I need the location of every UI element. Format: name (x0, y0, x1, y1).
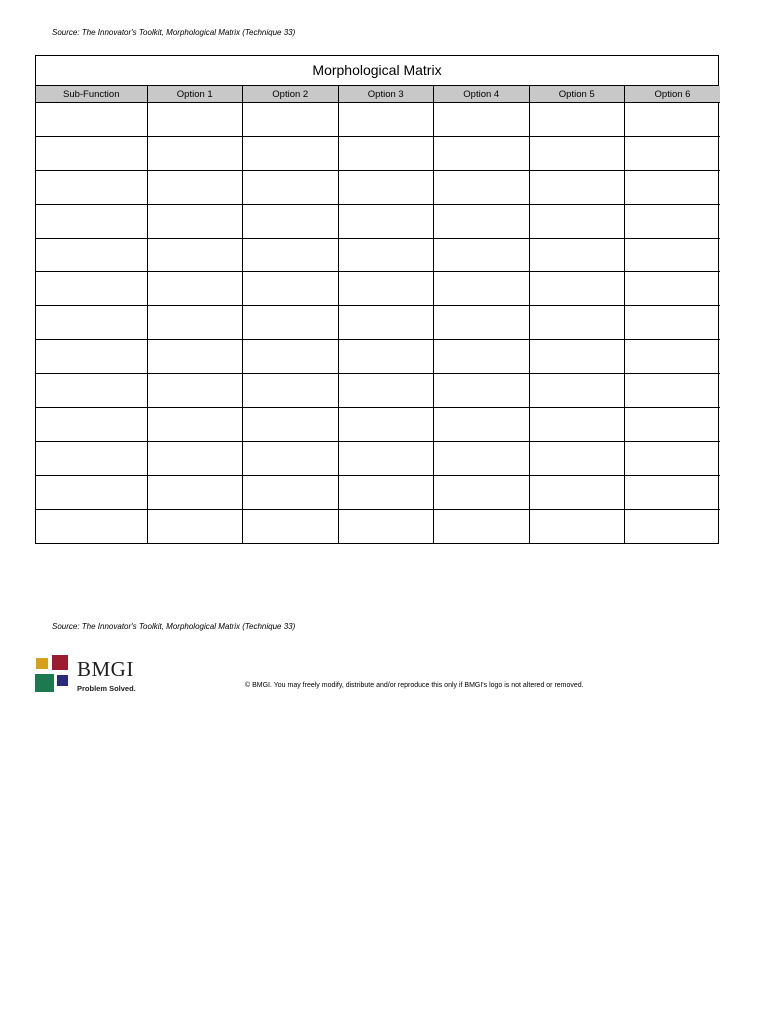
matrix-title: Morphological Matrix (36, 56, 718, 86)
option-cell (434, 306, 530, 340)
option-cell (147, 408, 243, 442)
option-cell (338, 272, 434, 306)
matrix-row (36, 103, 720, 137)
option-cell (243, 272, 339, 306)
option-cell (147, 374, 243, 408)
logo-brand-text: BMGI (77, 657, 134, 681)
column-header-option-3: Option 3 (338, 86, 434, 103)
sub-function-cell (36, 204, 147, 238)
sub-function-cell (36, 374, 147, 408)
option-cell (243, 170, 339, 204)
option-cell (625, 170, 721, 204)
matrix-row (36, 475, 720, 509)
column-header-sub-function: Sub-Function (36, 86, 147, 103)
sub-function-cell (36, 441, 147, 475)
option-cell (243, 374, 339, 408)
option-cell (243, 475, 339, 509)
option-cell (625, 272, 721, 306)
matrix-row (36, 340, 720, 374)
option-cell (147, 306, 243, 340)
sub-function-cell (36, 272, 147, 306)
option-cell (529, 475, 625, 509)
option-cell (625, 374, 721, 408)
matrix-row (36, 374, 720, 408)
sub-function-cell (36, 238, 147, 272)
logo-squares-icon (35, 655, 75, 695)
column-header-option-6: Option 6 (625, 86, 721, 103)
option-cell (147, 509, 243, 542)
option-cell (529, 408, 625, 442)
option-cell (338, 103, 434, 137)
option-cell (529, 306, 625, 340)
option-cell (147, 441, 243, 475)
option-cell (529, 441, 625, 475)
option-cell (243, 238, 339, 272)
option-cell (625, 103, 721, 137)
header-row (36, 86, 720, 103)
sub-function-cell (36, 475, 147, 509)
sub-function-cell (36, 170, 147, 204)
option-cell (625, 340, 721, 374)
option-cell (338, 204, 434, 238)
option-cell (147, 340, 243, 374)
matrix-row (36, 170, 720, 204)
sub-function-cell (36, 306, 147, 340)
option-cell (625, 441, 721, 475)
bmgi-logo (35, 655, 145, 695)
sub-function-cell (36, 509, 147, 542)
option-cell (243, 136, 339, 170)
matrix-row (36, 204, 720, 238)
option-cell (147, 170, 243, 204)
option-cell (434, 475, 530, 509)
option-cell (338, 306, 434, 340)
option-cell (529, 170, 625, 204)
option-cell (338, 374, 434, 408)
option-cell (529, 103, 625, 137)
option-cell (434, 272, 530, 306)
matrix-row (36, 408, 720, 442)
option-cell (147, 475, 243, 509)
logo-tagline: Problem Solved. (77, 684, 136, 693)
column-header-option-4: Option 4 (434, 86, 530, 103)
option-cell (625, 475, 721, 509)
option-cell (338, 475, 434, 509)
option-cell (338, 441, 434, 475)
option-cell (147, 103, 243, 137)
option-cell (434, 374, 530, 408)
matrix-table (36, 86, 720, 543)
option-cell (529, 374, 625, 408)
option-cell (625, 306, 721, 340)
matrix-row (36, 441, 720, 475)
sub-function-cell (36, 136, 147, 170)
option-cell (625, 204, 721, 238)
copyright-notice: © BMGI. You may freely modify, distribute and/or reproduce this only if BMGI's logo is not altered or removed. (245, 682, 584, 689)
source-note-top: Source: The Innovator's Toolkit, Morphological Matrix (Technique 33) (52, 28, 296, 37)
column-header-option-5: Option 5 (529, 86, 625, 103)
column-header-option-1: Option 1 (147, 86, 243, 103)
option-cell (529, 272, 625, 306)
option-cell (338, 170, 434, 204)
option-cell (625, 408, 721, 442)
option-cell (625, 136, 721, 170)
option-cell (243, 509, 339, 542)
option-cell (434, 136, 530, 170)
sub-function-cell (36, 103, 147, 137)
option-cell (338, 408, 434, 442)
option-cell (434, 103, 530, 137)
option-cell (434, 204, 530, 238)
option-cell (338, 238, 434, 272)
sub-function-cell (36, 408, 147, 442)
matrix-row (36, 272, 720, 306)
option-cell (529, 136, 625, 170)
source-note-bottom: Source: The Innovator's Toolkit, Morphological Matrix (Technique 33) (52, 622, 296, 631)
sub-function-cell (36, 340, 147, 374)
morphological-matrix (35, 55, 719, 544)
matrix-row (36, 509, 720, 542)
option-cell (147, 204, 243, 238)
option-cell (434, 408, 530, 442)
option-cell (243, 204, 339, 238)
option-cell (338, 340, 434, 374)
option-cell (434, 441, 530, 475)
matrix-row (36, 306, 720, 340)
option-cell (243, 408, 339, 442)
option-cell (434, 170, 530, 204)
option-cell (625, 238, 721, 272)
option-cell (147, 136, 243, 170)
option-cell (243, 340, 339, 374)
option-cell (434, 509, 530, 542)
option-cell (147, 238, 243, 272)
option-cell (338, 509, 434, 542)
option-cell (243, 103, 339, 137)
option-cell (625, 509, 721, 542)
option-cell (529, 340, 625, 374)
matrix-row (36, 136, 720, 170)
option-cell (338, 136, 434, 170)
option-cell (529, 204, 625, 238)
option-cell (434, 340, 530, 374)
option-cell (434, 238, 530, 272)
column-header-option-2: Option 2 (243, 86, 339, 103)
option-cell (243, 306, 339, 340)
matrix-body (36, 103, 720, 543)
option-cell (529, 238, 625, 272)
option-cell (243, 441, 339, 475)
option-cell (529, 509, 625, 542)
option-cell (147, 272, 243, 306)
matrix-row (36, 238, 720, 272)
